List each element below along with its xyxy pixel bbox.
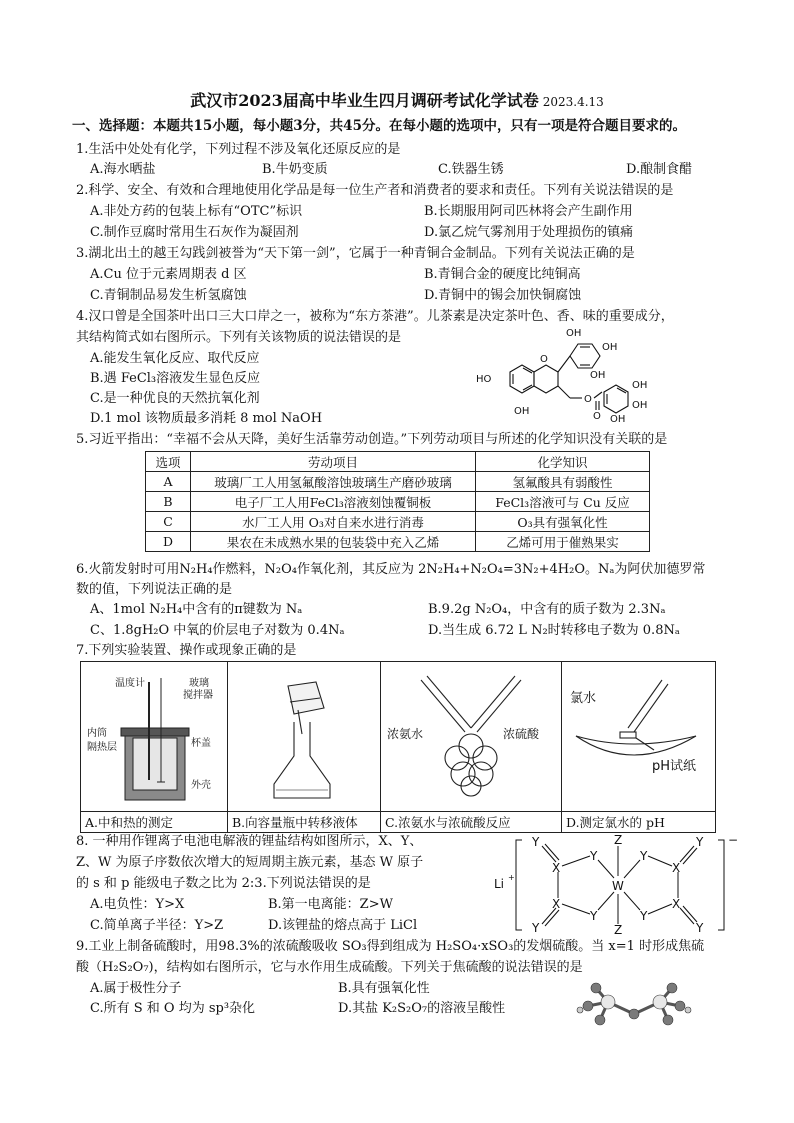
q9-option-b: B.具有强氧化性 [338,981,430,996]
table-cell: O₃具有强氧化性 [476,512,650,532]
catechin-group: OH [590,370,606,381]
table-cell: B [146,492,191,512]
q4-option-c: C.是一种优良的天然抗氧化剂 [90,391,260,406]
q4-stem-line2: 其结构简式如右图所示。下列有关该物质的说法错误的是 [76,330,402,345]
q3-option-d: D.青铜中的锡会加快铜腐蚀 [424,288,582,303]
atom-x: X [672,897,681,911]
q8-option-b: B.第一电离能：Z>W [268,897,393,912]
q8-option-c: C.简单离子半径：Y>Z [90,918,224,933]
pyrosulfuric-acid-model [574,980,694,1034]
q6-stem-line2: 数的值，下列说法正确的是 [76,582,233,597]
atom-z: Z [614,833,623,847]
volumetric-flask-diagram [228,662,380,808]
apparatus-d-cell [562,662,716,812]
table-cell: FeCl₃溶液可与 Cu 反应 [476,492,650,512]
caption-d: D.测定氯水的 pH [562,812,716,833]
ph-test-diagram [562,662,712,808]
table-cell: 果农在未成熟水果的包装袋中充入乙烯 [191,532,476,552]
q3-option-a: A.Cu 位于元素周期表 d 区 [90,267,247,282]
atom-y: Y [590,849,598,863]
apparatus-c-cell [381,662,562,812]
q7-stem: 7.下列实验装置、操作或现象正确的是 [76,643,297,658]
column-header: 劳动项目 [191,452,476,472]
label-stirrer: 搅拌器 [183,690,213,701]
atom-x: X [552,861,561,875]
atom-y: Y [640,909,648,923]
table-cell: A [146,472,191,492]
q2-stem: 2.科学、安全、有效和合理地使用化学品是每一位生产者和消费者的要求和责任。下列有关说法错误的是 [76,183,674,198]
table-cell: 电子厂工人用FeCl₃溶液刻蚀覆铜板 [191,492,476,512]
label-insulation: 隔热层 [87,742,117,753]
atom-y: Y [696,835,704,849]
table-cell: 乙烯可用于催熟果实 [476,532,650,552]
label-thermometer: 温度计 [115,678,145,689]
exam-title [0,88,794,111]
apparatus-a-cell [81,662,228,812]
apparatus-b-cell [228,662,381,812]
table-cell: 玻璃厂工人用氢氟酸溶蚀玻璃生产磨砂玻璃 [191,472,476,492]
q1-stem: 1.生活中处处有化学，下列过程不涉及氧化还原反应的是 [76,142,401,157]
table-cell: 水厂工人用 O₃对自来水进行消毒 [191,512,476,532]
q2-option-a: A.非处方药的包装上标有“OTC”标识 [90,204,303,219]
caption-a: A.中和热的测定 [81,812,228,833]
label-lid: 杯盖 [191,738,211,749]
label-conc-ammonia: 浓氨水 [387,727,424,741]
catechin-group: O [584,394,592,405]
q8-stem-line3: 的 s 和 p 能级电子数之比为 2:3.下列说法错误的是 [76,876,371,891]
q7-apparatus-table [80,661,716,833]
label-ph-paper: pH试纸 [652,759,697,774]
q8-stem-line2: Z、W 为原子序数依次增大的短周期主族元素，基态 W 原子 [76,855,424,870]
q2-option-c: C.制作豆腐时常用生石灰作为凝固剂 [90,225,299,240]
q5-table [145,451,650,552]
table-row [146,472,650,492]
label-inner-cup: 内筒 [87,728,107,739]
table-cell: D [146,532,191,552]
caption-b: B.向容量瓶中转移液体 [228,812,381,833]
label-conc-sulfuric: 浓硫酸 [503,727,540,741]
table-cell: 氢氟酸具有弱酸性 [476,472,650,492]
q9-option-d: D.其盐 K₂S₂O₇的溶液呈酸性 [338,1001,506,1016]
table-header-row [146,452,650,472]
catechin-group: OH [632,380,648,391]
q6-option-b: B.9.2g N₂O₄，中含有的质子数为 2.3Nₐ [428,602,666,617]
q9-option-a: A.属于极性分子 [90,981,182,996]
ammonia-acid-diagram [381,662,561,808]
q1-option-a: A.海水晒盐 [90,162,156,177]
q4-option-b: B.遇 FeCl₃溶液发生显色反应 [90,371,261,386]
q3-stem: 3.湖北出土的越王勾践剑被誉为“天下第一剑”，它属于一种青铜合金制品。下列有关说法正确的是 [76,246,635,261]
label-glass: 玻璃 [189,678,209,689]
q3-option-b: B.青铜合金的硬度比纯铜高 [424,267,581,282]
exam-date: 2023.4.13 [542,95,604,109]
column-header: 化学知识 [476,452,650,472]
catechin-group: OH [602,342,618,353]
atom-x: X [672,861,681,875]
q1-option-d: D.酿制食醋 [626,162,693,177]
atom-y: Y [532,921,540,935]
anion-charge: − [728,833,739,847]
catechin-group: O [540,354,548,365]
q6-option-d: D.当生成 6.72 L N₂时转移电子数为 0.8Nₐ [428,623,680,638]
table-row [146,512,650,532]
atom-y: Y [590,909,598,923]
atom-y: Y [696,921,704,935]
catechin-structure [470,322,690,422]
catechin-group: OH [566,328,582,339]
atom-w: W [612,879,624,893]
catechin-group: OH [514,406,530,417]
table-row [146,492,650,512]
atom-x: X [552,897,561,911]
section-heading: 一、选择题：本题共15小题，每小题3分，共45分。在每小题的选项中，只有一项是符合题目要求的。 [72,118,686,134]
catechin-group: OH [610,414,626,422]
q2-option-b: B.长期服用阿司匹林将会产生副作用 [424,204,633,219]
q8-option-d: D.该锂盐的熔点高于 LiCl [268,918,418,933]
catechin-group: O [593,411,601,422]
title-text: 武汉市2023届高中毕业生四月调研考试化学试卷 [190,91,539,110]
atom-li: Li [494,877,505,891]
q9-stem-line2: 酸（H₂S₂O₇)，结构如右图所示，它与水作用生成硫酸。下列关于焦硫酸的说法错误的是 [76,960,583,975]
catechin-group: HO [476,374,492,385]
calorimeter-diagram [81,662,227,808]
atom-y: Y [640,849,648,863]
q6-option-a: A、1mol N₂H₄中含有的π键数为 Nₐ [90,602,303,617]
table-cell: C [146,512,191,532]
q5-stem: 5.习近平指出：“幸福不会从天降，美好生活靠劳动创造。”下列劳动项目与所述的化学知识没有关联的是 [76,432,668,447]
lithium-salt-structure [490,832,740,936]
q1-option-b: B.牛奶变质 [262,162,328,177]
label-shell: 外壳 [191,780,211,791]
table-row [146,532,650,552]
q2-option-d: D.氯乙烷气雾剂用于处理损伤的镇痛 [424,225,634,240]
q6-stem-line1: 6.火箭发射时可用N₂H₄作燃料，N₂O₄作氧化剂，其反应为 2N₂H₄+N₂O₄=3N₂+4H₂O。Nₐ为阿伏加德罗常 [76,562,706,577]
q4-option-d: D.1 mol 该物质最多消耗 8 mol NaOH [90,411,323,426]
q8-option-a: A.电负性：Y>X [90,897,185,912]
q4-option-a: A.能发生氧化反应、取代反应 [90,351,260,366]
q8-stem-line1: 8. 一种用作锂离子电池电解液的锂盐结构如图所示，X、Y、 [76,834,423,849]
q6-option-c: C、1.8gH₂O 中氧的价层电子对数为 0.4Nₐ [90,623,345,638]
q9-option-c: C.所有 S 和 O 均为 sp³杂化 [90,1001,256,1016]
q1-option-c: C.铁器生锈 [438,162,504,177]
q3-option-c: C.青铜制品易发生析氢腐蚀 [90,288,247,303]
label-chlorine-water: 氯水 [570,691,597,706]
atom-y: Y [532,835,540,849]
atom-z: Z [614,923,623,936]
q9-stem-line1: 9.工业上制备硫酸时，用98.3%的浓硫酸吸收 SO₃得到组成为 H₂SO₄·xSO₃的发烟硫酸。当 x=1 时形成焦硫 [76,939,705,954]
column-header: 选项 [146,452,191,472]
atom-li-charge: + [508,873,515,882]
caption-c: C.浓氨水与浓硫酸反应 [381,812,562,833]
q4-stem-line1: 4.汉口曾是全国茶叶出口三大口岸之一，被称为“东方茶港”。儿茶素是决定茶叶色、香、味的重要成分， [76,309,674,324]
catechin-group: OH [632,400,648,411]
